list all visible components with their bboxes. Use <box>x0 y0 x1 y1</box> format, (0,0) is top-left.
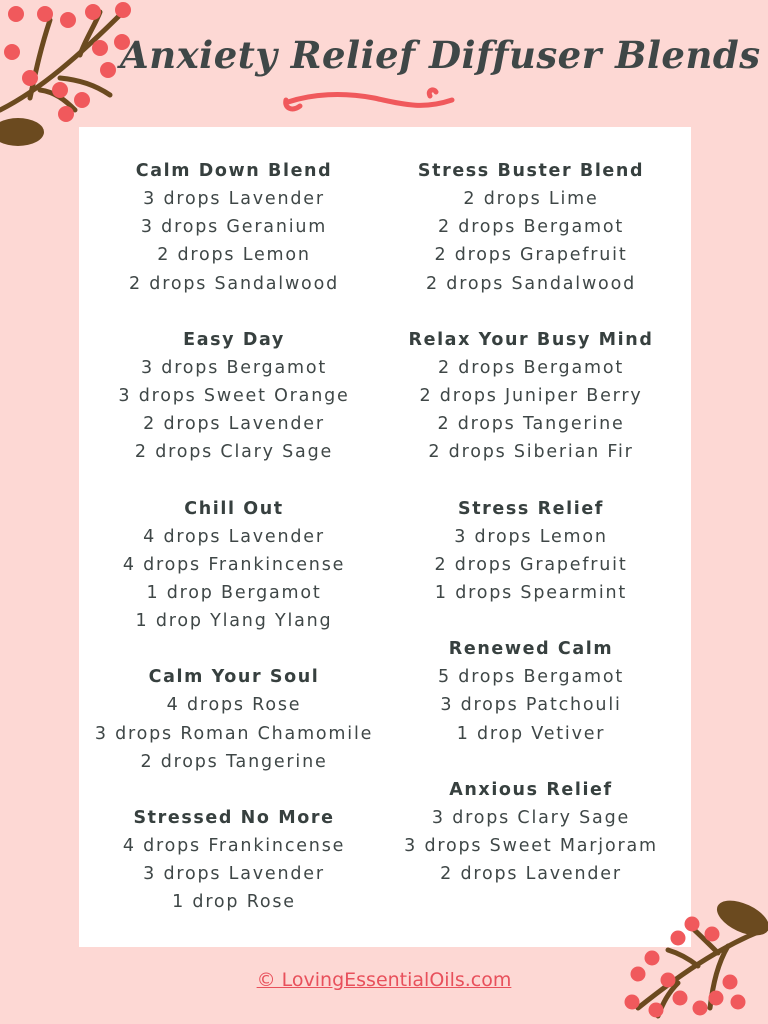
ingredient-line: 3 drops Roman Chamomile <box>94 723 374 744</box>
decorative-swash-icon <box>282 86 468 120</box>
ingredient-line: 5 drops Bergamot <box>437 667 625 688</box>
blend-entry <box>381 776 681 889</box>
blend-entry <box>79 495 389 636</box>
ingredient-line: 1 drop Bergamot <box>146 583 322 604</box>
ingredient-line: 3 drops Bergamot <box>140 357 328 378</box>
ingredient-line: 2 drops Tangerine <box>437 414 625 435</box>
ingredient-line: 3 drops Clary Sage <box>431 807 631 828</box>
ingredient-line: 2 drops Siberian Fir <box>428 442 634 463</box>
left-column <box>79 157 389 945</box>
ingredient-line: 2 drops Grapefruit <box>434 245 628 266</box>
blend-entry <box>381 635 681 748</box>
ingredient-line: 2 drops Lavender <box>143 414 325 435</box>
ingredient-line: 2 drops Grapefruit <box>434 554 628 575</box>
blend-name: Chill Out <box>184 498 284 519</box>
ingredient-line: 1 drop Ylang Ylang <box>135 611 333 632</box>
ingredient-line: 2 drops Bergamot <box>437 357 625 378</box>
ingredient-line: 2 drops Lime <box>463 189 599 209</box>
ingredient-line: 2 drops Lavender <box>440 864 622 885</box>
blend-entry <box>79 326 389 467</box>
blend-name: Relax Your Busy Mind <box>408 329 654 350</box>
ingredient-line: 3 drops Lavender <box>143 864 325 885</box>
ingredient-line: 4 drops Frankincense <box>122 836 346 857</box>
blend-name: Anxious Relief <box>449 779 613 800</box>
ingredient-line: 4 drops Rose <box>166 695 302 716</box>
ingredient-line: 3 drops Lavender <box>143 189 325 209</box>
ingredient-line: 3 drops Lemon <box>454 526 608 547</box>
ingredient-line: 3 drops Geranium <box>140 217 328 238</box>
page-title: Anxiety Relief Diffuser Blends <box>120 33 761 77</box>
ingredient-line: 4 drops Lavender <box>143 526 325 547</box>
ingredient-line: 1 drop Rose <box>172 892 296 913</box>
blend-entry <box>79 157 389 298</box>
ingredient-line: 2 drops Tangerine <box>140 751 328 772</box>
blend-name: Stressed No More <box>133 808 335 829</box>
blend-name: Calm Down Blend <box>135 161 333 181</box>
ingredient-line: 4 drops Frankincense <box>122 554 346 575</box>
ingredient-line: 2 drops Sandalwood <box>426 273 636 294</box>
ingredient-line: 2 drops Lemon <box>157 245 311 266</box>
blend-entry <box>79 804 389 917</box>
ingredient-line: 2 drops Juniper Berry <box>419 386 643 407</box>
blend-card <box>79 127 691 947</box>
blend-name: Calm Your Soul <box>148 667 320 688</box>
right-column <box>381 157 681 916</box>
blend-name: Easy Day <box>183 329 285 350</box>
blend-entry <box>381 495 681 608</box>
ingredient-line: 1 drops Spearmint <box>434 583 628 604</box>
ingredient-line: 2 drops Sandalwood <box>129 273 339 294</box>
ingredient-line: 1 drop Vetiver <box>456 723 606 744</box>
website-link[interactable]: © LovingEssentialOils.com <box>256 969 512 991</box>
blend-name: Stress Relief <box>457 498 605 519</box>
berry-branch-bottom-right-icon <box>618 898 768 1024</box>
blend-entry <box>381 157 681 298</box>
blend-name: Renewed Calm <box>448 639 614 660</box>
ingredient-line: 2 drops Clary Sage <box>134 442 334 463</box>
ingredient-line: 3 drops Patchouli <box>440 695 622 716</box>
blend-entry <box>381 326 681 467</box>
blend-entry <box>79 663 389 776</box>
ingredient-line: 2 drops Bergamot <box>437 217 625 238</box>
ingredient-line: 3 drops Sweet Orange <box>118 386 350 407</box>
ingredient-line: 3 drops Sweet Marjoram <box>404 836 658 857</box>
blend-name: Stress Buster Blend <box>417 161 645 181</box>
